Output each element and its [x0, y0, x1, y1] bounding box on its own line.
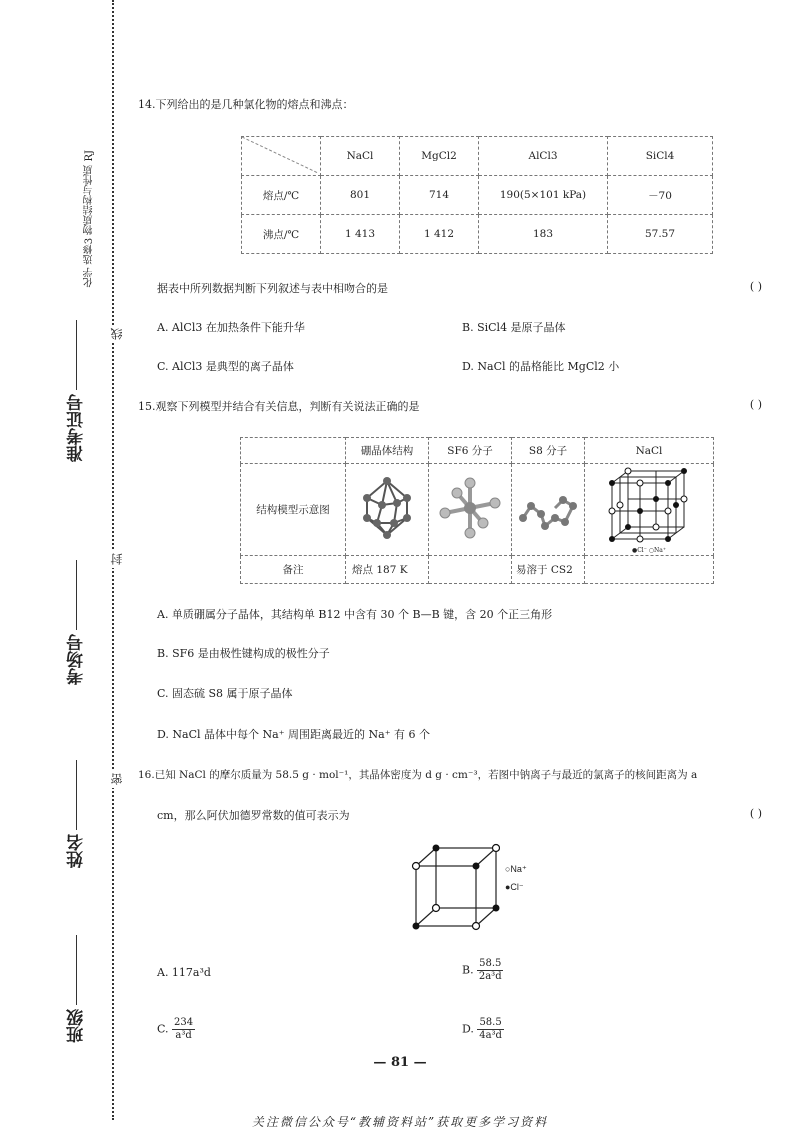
q14-cell: －70: [608, 176, 713, 215]
field-name: 姓名: [64, 760, 89, 868]
q16-unit-cell-figure: [410, 842, 550, 932]
q15-row-note-label: 备注: [241, 556, 346, 584]
q15-note-sf6: [429, 556, 512, 584]
q15-table: [240, 437, 714, 584]
q14-answer-paren: ( ): [749, 280, 762, 293]
q15-option-b: B. SF6 是由极性键构成的极性分子: [157, 647, 330, 660]
q15-corner-cell: [241, 438, 346, 464]
q14-cell: 801: [321, 176, 400, 215]
field-admission-number: 准考证号: [64, 320, 89, 462]
q15-option-c: C. 固态硫 S8 属于原子晶体: [157, 687, 293, 700]
q14-cell: 190(5×101 kPa): [479, 176, 608, 215]
q14-cell: 183: [479, 215, 608, 254]
q14-question: 据表中所列数据判断下列叙述与表中相吻合的是: [157, 282, 388, 295]
field-exam-room: 考场号: [64, 560, 89, 685]
q14-row-label-mp: 熔点/℃: [242, 176, 321, 215]
q16-option-c: C. $\frac{234}{\text{a³d}}$: [157, 1017, 194, 1041]
q15-note-boron: 熔点 187 K: [346, 556, 429, 584]
q14-option-d: D. NaCl 的晶格能比 MgCl2 小: [462, 360, 620, 373]
q14-cell: 714: [400, 176, 479, 215]
seal-mark-line: 线: [108, 325, 125, 343]
q14-option-b: B. SiCl4 是原子晶体: [462, 321, 566, 334]
q14-cell: 57.57: [608, 215, 713, 254]
q16-stem: 16.已知 NaCl 的摩尔质量为 58.5 g · mol⁻¹，其晶体密度为 d g · cm⁻³，若图中钠离子与最近的氯离子的核间距离为 a: [138, 769, 698, 781]
q15-header-nacl: NaCl: [585, 438, 714, 464]
q16-stem-continued: cm，那么阿伏加德罗常数的值可表示为: [157, 809, 350, 822]
q14-row-label-bp: 沸点/℃: [242, 215, 321, 254]
field-class: 班级: [64, 935, 89, 1043]
table-corner-cell: [242, 137, 321, 176]
q15-note-nacl: [585, 556, 714, 584]
footer-note: 关注微信公众号“教辅资料站”获取更多学习资料: [251, 1115, 549, 1129]
s8-molecule-image: [512, 464, 585, 556]
q15-header-s8: S8 分子: [512, 438, 585, 464]
q16-option-a: A. 117a³d: [157, 966, 211, 979]
legend-na: ○Na⁺: [505, 864, 527, 874]
seal-mark-seal: 封: [108, 550, 125, 568]
q15-note-s8: 易溶于 CS2: [512, 556, 585, 584]
q14-header-nacl: NaCl: [321, 137, 400, 176]
q16-option-b: B. $\frac{58.5}{\text{2a³d}}$: [462, 958, 502, 982]
q14-header-alcl3: AlCl3: [479, 137, 608, 176]
q14-header-sicl4: SiCl4: [608, 137, 713, 176]
q15-option-a: A. 单质硼属分子晶体，其结构单 B12 中含有 30 个 B—B 键，含 20 个正三角形: [157, 608, 553, 621]
q15-row-model-label: 结构模型示意图: [241, 464, 346, 556]
q14-header-mgcl2: MgCl2: [400, 137, 479, 176]
legend-cl: ●Cl⁻: [505, 882, 524, 892]
q14-cell: 1 412: [400, 215, 479, 254]
q15-answer-paren: ( ): [749, 398, 762, 411]
q16-option-d: D. $\frac{58.5}{\text{4a³d}}$: [462, 1017, 502, 1041]
sf6-molecule-image: [429, 464, 512, 556]
q14-option-a: A. AlCl3 在加热条件下能升华: [157, 321, 305, 334]
page-number: — 81 —: [373, 1055, 427, 1070]
seal-mark-secret: 密: [108, 770, 125, 788]
q15-header-sf6: SF6 分子: [429, 438, 512, 464]
nacl-lattice-image: [585, 464, 714, 556]
boron-icosahedron-image: [346, 464, 429, 556]
q15-option-d: D. NaCl 晶体中每个 Na⁺ 周围距离最近的 Na⁺ 有 6 个: [157, 728, 430, 741]
subject-label: 化学 选修3 物质结构与性质 RJ: [84, 150, 95, 288]
q14-option-c: C. AlCl3 是典型的离子晶体: [157, 360, 294, 373]
nacl-legend: ●Cl⁻ ○Na⁺: [631, 547, 667, 554]
q14-cell: 1 413: [321, 215, 400, 254]
q15-header-boron: 硼晶体结构: [346, 438, 429, 464]
q15-stem: 15.观察下列模型并结合有关信息，判断有关说法正确的是: [138, 400, 420, 413]
q16-answer-paren: ( ): [749, 807, 762, 820]
q14-stem: 14.下列给出的是几种氯化物的熔点和沸点：: [138, 98, 354, 111]
q14-table: [241, 136, 713, 254]
